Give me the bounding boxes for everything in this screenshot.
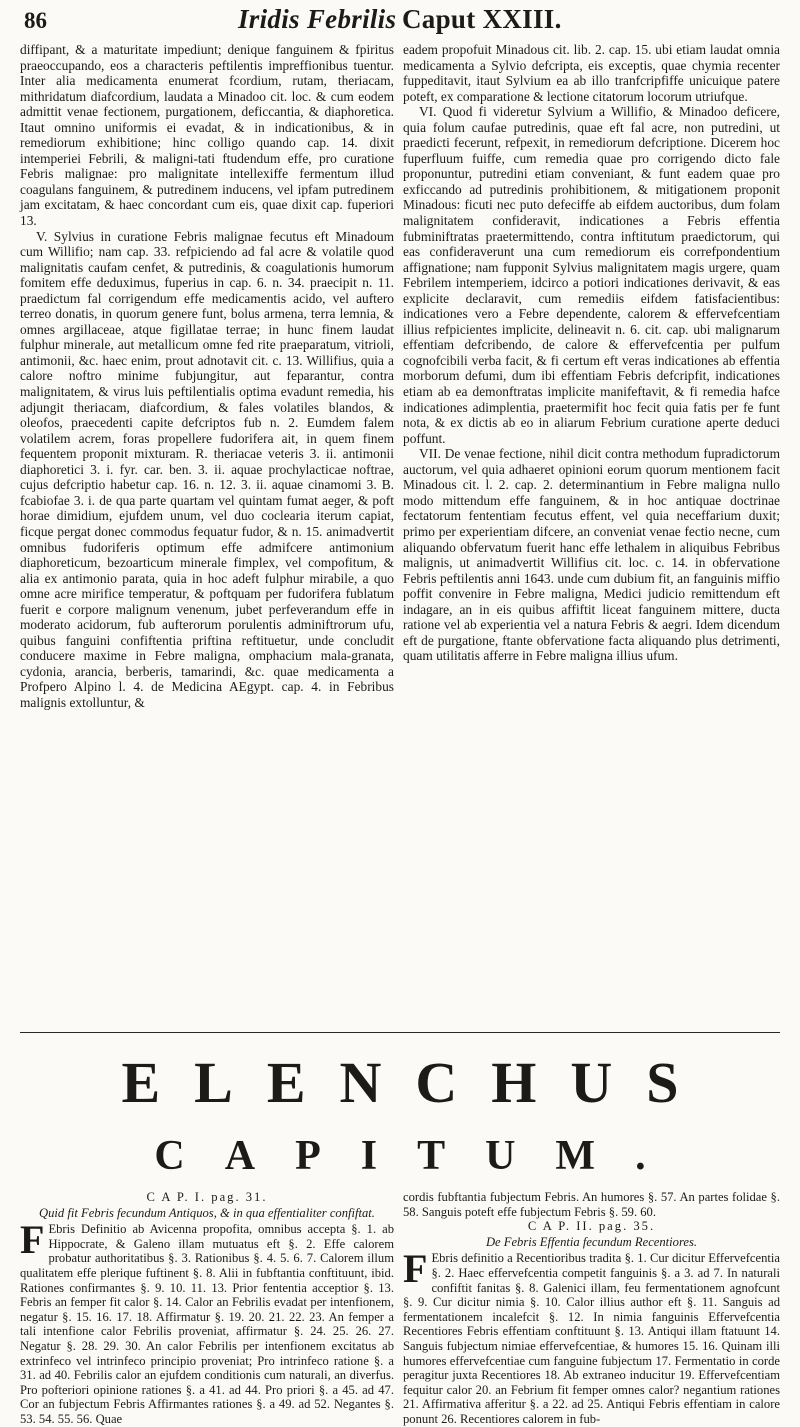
paragraph: VII. De venae fectione, nihil dicit contra methodum fupradictorum auctorum, vel quia adhaeret opinioni eorum quorum mentionem facit Minadous cit. l. 2. cap. 2. determinantium in Febre maligna nullo modo mittendum effe fanguinem, & in hoc antiquae doctrinae fectatorum fententiam fecutus effent, vel quia neceffarium duxit; primo per experientiam difcere, an conveniat venae fectio necne, cum aliquando obfervatum fuerit hanc effe lethalem in aliquibus Febribus malignis, ut animadvertit Willifius cit. loc. c. 14. in obfervatione Febris peftilentis anni 1643. unde cum dubium fit, an fanguinis miffio poffit convenire in Febre maligna, Medici judicio remittendum eft indagare, an in eis quibus affiftit liceat fanguinem mittere, ducta ratione vel ab experientia vel a natura Febris & aegri. Idem dicendum eft de purgatione, ftante obfervatione facta aliquando plus detrimenti, quam utilitatis afferre in Febre maligna illius ufum. xyxy=(403,446,780,664)
chapter-summary-continued: cordis fubftantia fubjectum Febris. An humores §. 57. An partes folidae §. 58. Sanguis poteft effe fubjectum Febris §. 59. 60. xyxy=(403,1190,780,1219)
running-title: Iridis Febrilis xyxy=(238,4,397,34)
section-divider xyxy=(20,1032,780,1033)
chapter-title: Quid fit Febris fecundum Antiquos, & in qua effentialiter confiftat. xyxy=(39,1205,375,1220)
chapter-heading: C A P. II. pag. 35. xyxy=(527,1219,656,1234)
chapter-summary-text: Ebris definitio a Recentioribus tradita §. 1. Cur dicitur Effervefcentia §. 2. Haec effervefcentia competit fanguinis §. a 3. ad 7. In naturali confiftit fanitas §. 8. Galenici illam, feu fermentationem agnofcunt §. 9. Cur dicitur nimia §. 10. Calor illius author eft §. 11. Sanguis ad fermentationem incalefcit §. 12. In nimia fanguinis Effervefcentia Recentiores Febris effentiam conftituunt §. 13. Antiqui illam ftatuunt 14. Sanguis fubjectum nimiae effervefcentiae, & humores 15. 16. Quinam illi humores effervefcentiae cum fanguine fubjectum 17. Fermentatio in corde peragitur juxta Recentiores 18. Ab extraneo inducitur 19. Effervefcentiam fequitur calor 20. an Febrium fit femper omnes calor? negantium rationes 21. Affirmativa afferitur §. a 22. ad 25. Antiqui Febris effentiam in calore ponunt 26. Recentiores calorem in fub- xyxy=(403,1251,780,1426)
paragraph: V. Sylvius in curatione Febris malignae fecutus eft Minadoum cum Willifio; nam cap. 33. refpiciendo ad fal acre & volatile quod malignitatis caufam cenfet, & putredinis, & coagulationis humorum fomitem effe deduximus, fuperius in cap. 6. n. 34. praecipit n. 11. praedictum fal corrigendum effe medicamentis acido, vel auftero terreo donatis, in quorum genere funt, bolus armena, terra lemnia, & omnes argillaceae, atque figillatae terrae; in hunc finem laudat fulphur minerale, aut metallicum omne fed rite praeparatum, vitrioli, antimonii, &c. haec enim, prout adnotavit cit. c. 13. Willifius, quia a calore noftro minime fubjungitur, aut feparantur, contra malignitatem, & virus luis peftilentialis optima evadunt remedia, his adjungit theriacam, diafcordium, & fales volatiles blandos, & oleofos, praecedenti capite defcriptos fub n. 2. Eumdem falem volatilem acrem, foras propellere fudorifera ait, in quem finem fequentem proponit mixturam. R. theriacae veteris 3. ii. antimonii diaphoretici 3. i. fyr. car. ben. 3. ii. aquae prochylacticae noftrae, cujus defcriptio habetur cap. 16. n. 12. 3. ii. aquae cinamomi 3. B. fcabiofae 3. i. de qua parte quartam vel quintam fumat aeger, & poft horae dimidium, ejufdem unum, vel duo coclearia iterum capiat, ficque pergat donec commodus fequatur fudor, & n. 15. animadvertit omnibus fudoriferis optimum effe admifcere antimonium diaphoreticum, bezoarticum minerale fimplex, vel compofitum, & alia ex antimonio parata, quia in hoc adeft fulphur mirabile, a quo omne acre mirifice temperatur, & poftquam per fudorifera fublatum fuerit e corpore malignum venenum, jubet perfeverandum effe in moderato acidorum, fub aufterorum porulentis adminiftrorum ufu, quibus fanguini confiftentia priftina reftituetur, unde concludit conducere maxime in Febre maligna, omphacium mala-granata, cydonia, arancia, berberis, tamarindi, &c. quae medicamenta a Profpero Alpino l. 4. de Medicina AEgypt. cap. 4. in Febribus malignis extolluntur, & xyxy=(20,228,394,710)
running-header xyxy=(0,0,800,46)
right-column xyxy=(403,42,780,1020)
index-right-column xyxy=(403,1190,780,1426)
paragraph: VI. Quod fi videretur Sylvium a Willifio, & Minadoo deficere, quia folum caufae putredinis, quae eft fal acre, non putredini, ut praedicti fecerunt, refpexit, in remediorum defcriptione. Dicerem hoc fuperfluum fuiffe, cum remedia quae pro corrigendo dicto fale proponuntur, putredini etiam conveniant, & funt eadem quae pro exficcando ad putredinis prohibitionem, & mitigationem proponit Minadous: ficuti nec puto defeciffe ab eifdem auctoribus, dum folam malignitatem confideravit, indicationes a Febris effentia fubminiftratas praetermittendo, contra inftitutum praedictorum, qui eas confideraverunt una cum remediorum eis correfpondentium affignatione; nam fupponit Sylvius malignitatem magis urgere, quam Febrilem intemperiem, idcirco a potiori indicationes derivavit, & eas explicite declaravit, cum remediis eifdem fatisfacientibus: indicationes vero a Febre dependente, calorem & effervefcentiam illius refpicientes implicite, delineavit n. 6. cit. cap. ubi malignarum effentiam defcribendo, de calore & effervefcentia per pulfum cognofcibili verba facit, & fi certum eft veras indicationes ab effentia morborum defumi, dum ibi effentiam Febris defcripfit, indicationes etiam ab ea demonftratas implicite manifeftavit, & fi remedia hafce indicationes adimplentia, praetermifit hoc fecit quia fatis per fe funt nota, & ex dictis ab eo in aliarum Febrium curatione aperte deduci poffunt. xyxy=(403,104,780,446)
drop-cap: F xyxy=(20,1217,45,1263)
chapter-summary-text: Ebris Definitio ab Avicenna propofita, omnibus accepta §. 1. ab Hippocrate, & Galeno illam mutuatus eft §. 2. Effe calorem probatur authoritatibus §. 3. Rationibus §. 4. 5. 6. 7. Calorem illum qualitatem effe plerique fuftinent §. 8. Alii in fubftantia conftituunt, ibid. Rationes confirmantes §. 9. 10. 11. 13. Prior fententia acceptior §. 13. Febris an femper fit calor §. 14. Calor an Febrilis evadat per intenfionem, negatur §. 15. 16. 17. 18. Affirmatur §. 19. 20. 21. 22. 23. An femper a tali intenfione calor Febrilis proveniat, affirmatur §. 24. 25. 26. 27. Negatur §. 28. 29. 30. An calor Febrilis per intenfionem excitatus ab extrinfeco vel intrinfeco principio proveniat; Pro intrinfeco ratione §. a 31. ad 40. Febrilis calor an ejufdem conditionis cum naturali, an diverfus. Pro pofteriori opinione rationes §. a 41. ad 44. Pro priori §. a 45. ad 47. Cor an fubjectum Febris Affirmantes rationes §. a 49. ad 52. Negantes §. 53. 54. 55. 56. Quae xyxy=(20,1222,394,1426)
index-banner-title: ELENCHUS xyxy=(121,1050,713,1115)
index-banner-subtitle: CAPITUM. xyxy=(154,1133,686,1179)
chapter-title: De Febris Effentia fecundum Recentiores. xyxy=(485,1234,698,1249)
left-column xyxy=(20,42,394,1020)
paragraph: eadem propofuit Minadous cit. lib. 2. cap. 15. ubi etiam laudat omnia medicamenta a Sylvio defcripta, eis exceptis, quae chymia recenter fuppeditavit, itaut Sylvium ea ab illo tranfcripfiffe unicuique patere poteft, ex comparatione & lectione citatorum locorum utriufque. xyxy=(403,42,780,104)
running-chapter: Caput XXIII. xyxy=(402,4,562,34)
index-left-column xyxy=(20,1190,394,1426)
chapter-summary xyxy=(403,1246,780,1426)
chapter-summary xyxy=(20,1217,394,1426)
page-number: 86 xyxy=(24,8,47,33)
chapter-heading: C A P. I. pag. 31. xyxy=(146,1190,268,1204)
drop-cap: F xyxy=(403,1246,428,1292)
paragraph: diffipant, & a maturitate impediunt; denique fanguinem & fpiritus praeoccupando, eos a characteris peftilentis impreffionibus tuentur. Inter alia medicamenta enumerat fcordium, rutam, theriacam, mithridatum diafcordium, laudata a Minadoo cit. loc. & cum eodem admittit venae fectionem, purgationem, deficcantia, & diaphoretica. Itaut omnino uniformis ei evadat, & in indicationibus, & in remediorum exhibitione; hinc colligo quando cap. 14. dixit intemperiei Febrili, & maligni-tati ftudendum effe, pro curatione Febris malignae: pro malignitate intellexiffe fermentum illud coagulans fanguinem, & putredinem inducens, vel ipfam putredinem jam excitatam, & haec concordant cum eis, quae dixit cap. fuperiori 13. xyxy=(20,42,394,229)
